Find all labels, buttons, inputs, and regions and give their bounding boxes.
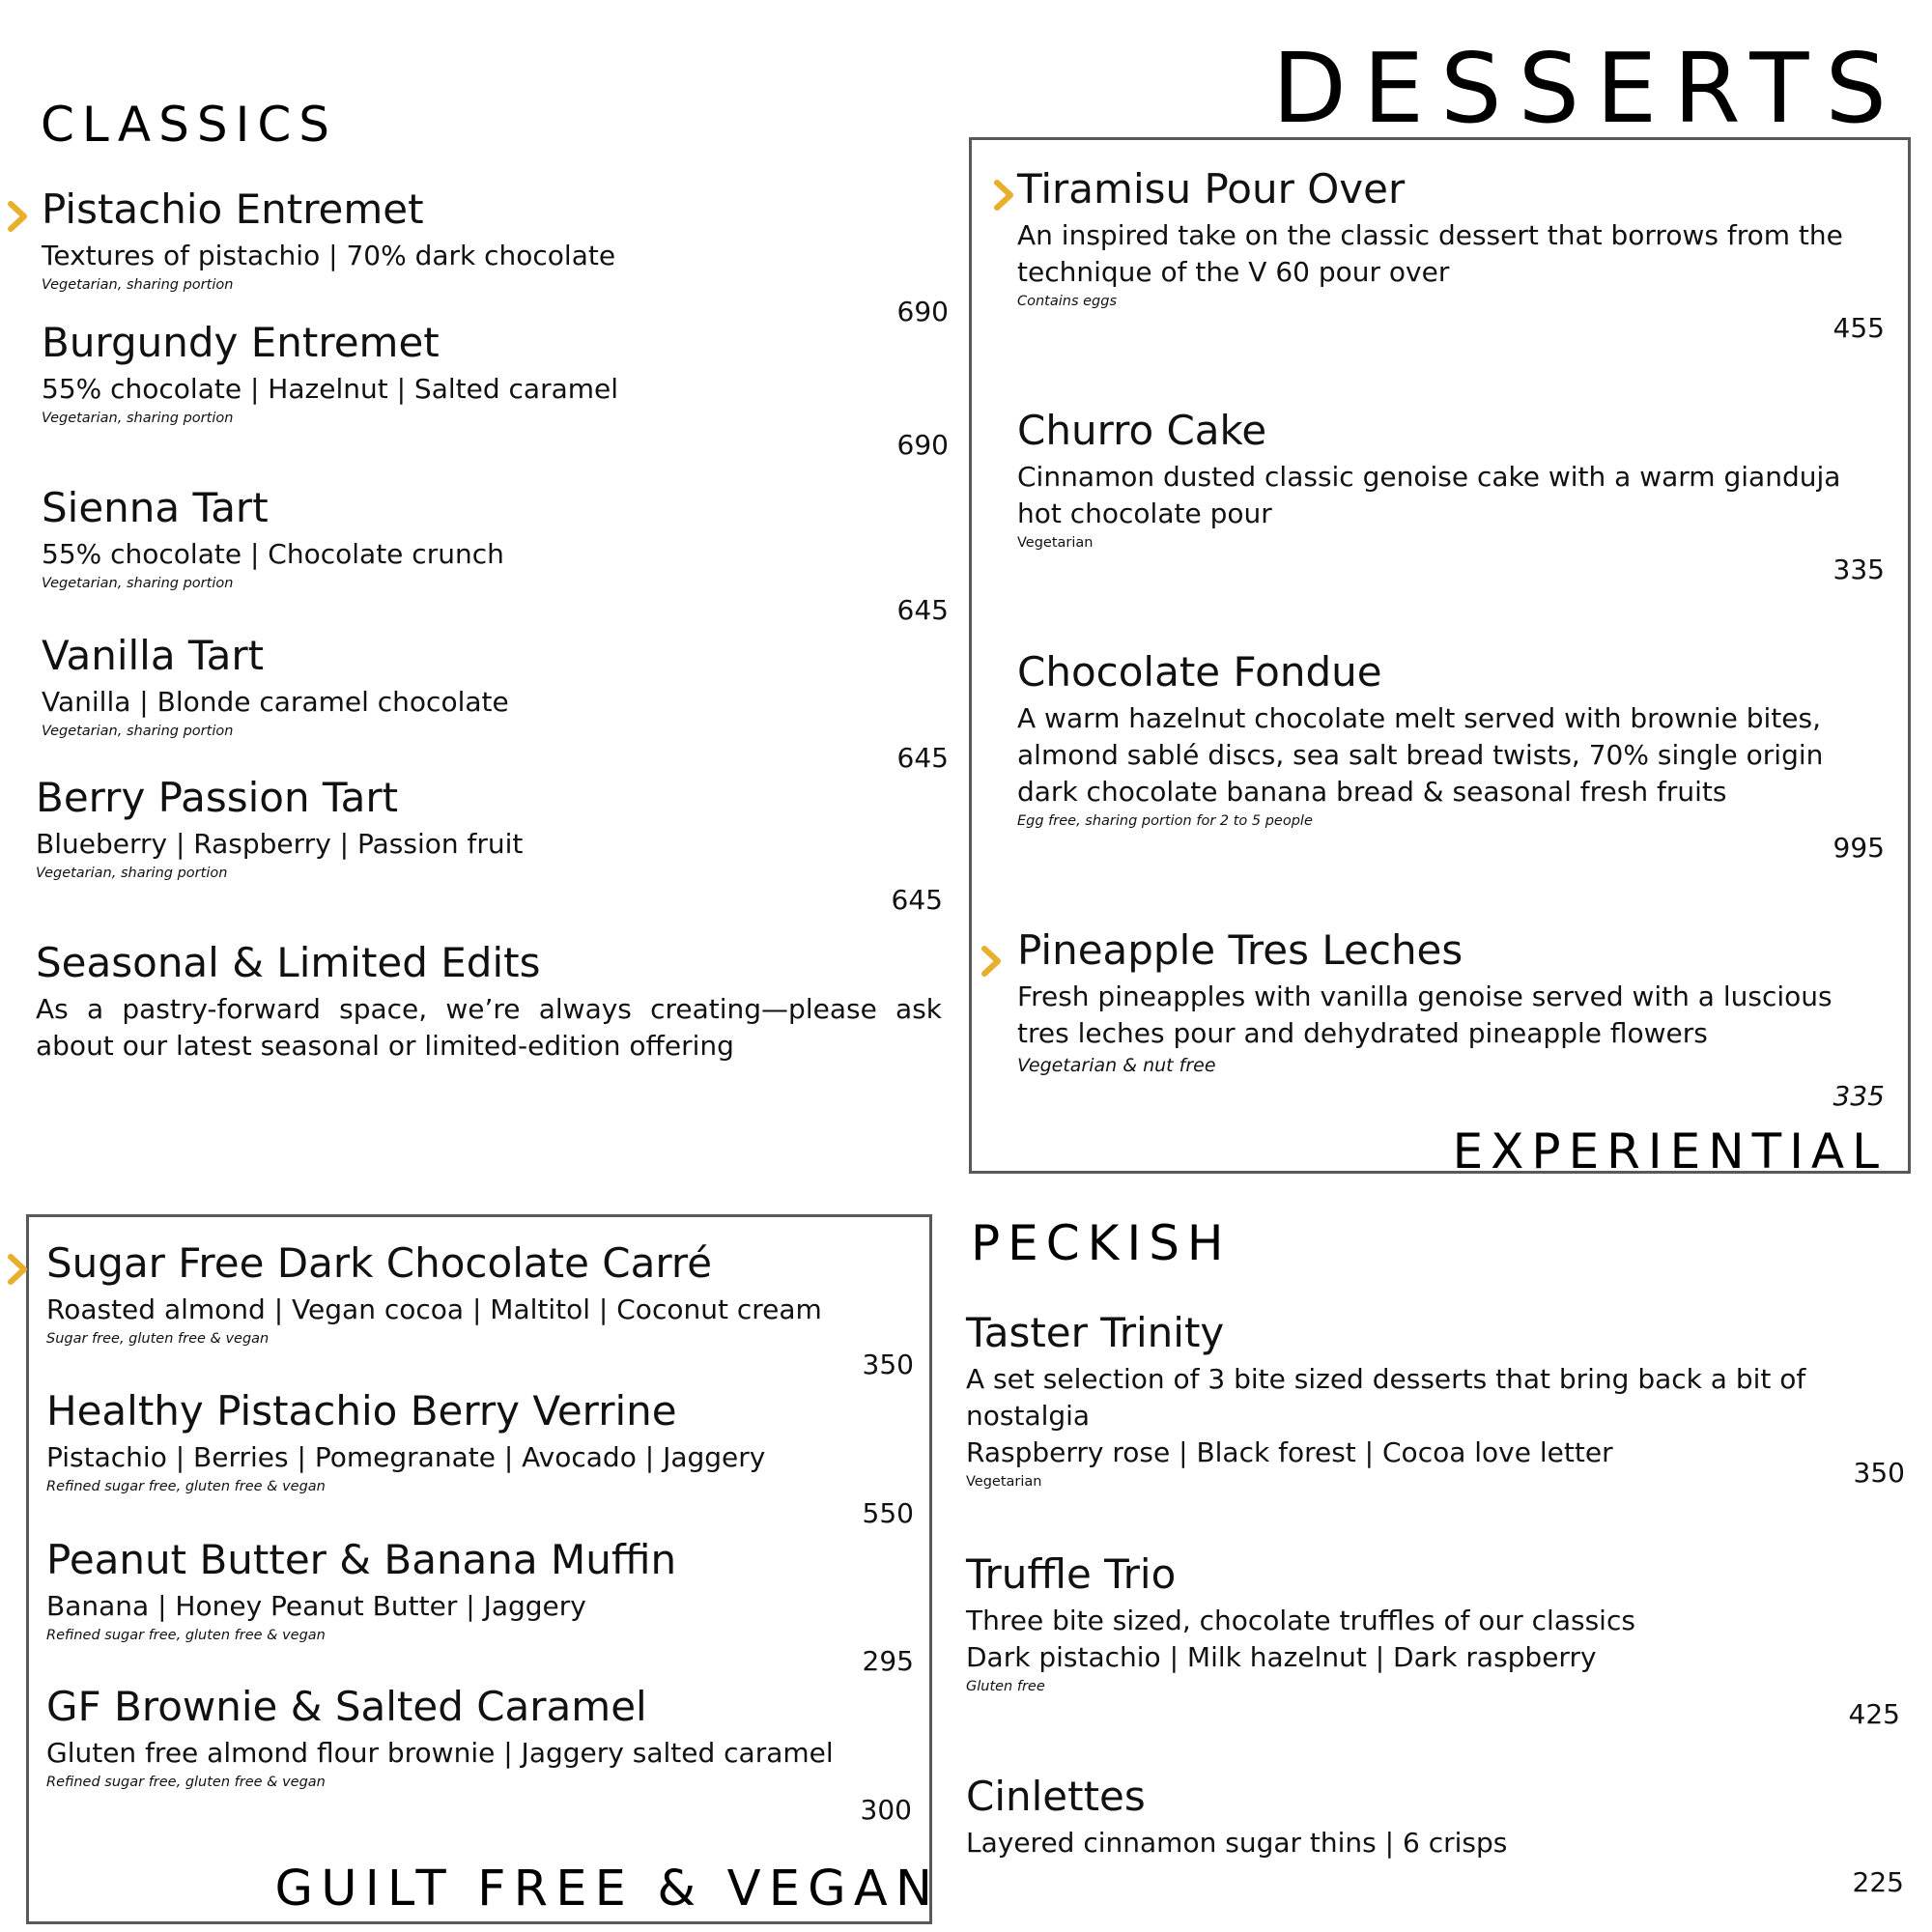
item-note: Sugar free, gluten free & vegan [46, 1331, 270, 1348]
menu-item [46, 1536, 676, 1645]
item-name: Cinlettes [966, 1773, 1146, 1820]
menu-item [46, 1683, 834, 1792]
item-name: Vanilla Tart [42, 632, 265, 679]
featured-chevron-icon [980, 945, 1005, 978]
item-note: Egg free, sharing portion for 2 to 5 people [1017, 813, 1313, 830]
section-heading-classics: CLASSICS [41, 97, 337, 153]
item-name: Berry Passion Tart [36, 774, 399, 821]
item-note: Vegetarian [966, 1474, 1042, 1491]
menu-item [42, 319, 618, 428]
item-price: 645 [891, 884, 943, 916]
item-name: Sugar Free Dark Chocolate Carré [46, 1239, 713, 1287]
item-note: Gluten free [966, 1679, 1045, 1695]
item-price: 645 [896, 594, 949, 626]
menu-item [42, 185, 615, 295]
menu-item [1017, 648, 1887, 831]
item-note: Refined sugar free, gluten free & vegan [46, 1628, 326, 1644]
item-description: 55% chocolate | Hazelnut | Salted caramel [42, 373, 619, 406]
item-note: Vegetarian, sharing portion [42, 724, 234, 740]
item-description: Fresh pineapples with vanilla genoise served with a luscious tres leches pour and dehydrated pineapple flowers [1017, 980, 1833, 1050]
item-note: Vegetarian, sharing portion [42, 411, 234, 427]
item-note: Vegetarian, sharing portion [36, 866, 228, 882]
item-price: 295 [862, 1645, 914, 1677]
featured-chevron-icon [6, 200, 31, 233]
item-price: 225 [1852, 1866, 1904, 1898]
item-note: Vegetarian & nut free [1017, 1055, 1216, 1077]
item-name: Churro Cake [1017, 407, 1267, 454]
item-name: Seasonal & Limited Edits [36, 939, 541, 986]
item-description: As a pastry-forward space, we’re always creating—please ask about our latest seasonal or limited-edition offering [36, 993, 942, 1063]
item-name: Sienna Tart [42, 484, 269, 531]
item-description: Three bite sized, chocolate truffles of our classics [966, 1605, 1635, 1637]
menu-item [36, 939, 942, 1065]
section-heading-peckish: PECKISH [971, 1215, 1232, 1271]
item-price: 350 [862, 1349, 914, 1380]
section-heading-experiential: EXPERIENTIAL [1452, 1123, 1887, 1179]
item-price: 550 [862, 1497, 914, 1529]
page-title: DESSERTS [1271, 32, 1903, 145]
menu-item [966, 1309, 1913, 1492]
menu-item [46, 1239, 822, 1349]
item-description: Layered cinnamon sugar thins | 6 crisps [966, 1827, 1508, 1860]
item-description: 55% chocolate | Chocolate crunch [42, 538, 504, 571]
item-name: Healthy Pistachio Berry Verrine [46, 1387, 677, 1435]
item-description: Roasted almond | Vegan cocoa | Maltitol | Coconut cream [46, 1293, 822, 1326]
item-price: 645 [896, 742, 949, 774]
menu-item [966, 1550, 1913, 1696]
item-description: An inspired take on the classic dessert that borrows from the technique of the V 60 pour over [1017, 219, 1843, 289]
menu-item [42, 632, 509, 741]
item-description: Pistachio | Berries | Pomegranate | Avocado | Jaggery [46, 1441, 766, 1474]
item-description: Gluten free almond flour brownie | Jaggery salted caramel [46, 1737, 834, 1770]
item-note: Vegetarian, sharing portion [42, 576, 234, 592]
item-description: Blueberry | Raspberry | Passion fruit [36, 828, 524, 861]
item-price: 300 [860, 1794, 912, 1826]
menu-item [1017, 407, 1887, 553]
menu-item [966, 1773, 1913, 1861]
menu-item [42, 484, 504, 593]
item-price: 350 [1853, 1457, 1905, 1489]
item-name: Chocolate Fondue [1017, 648, 1382, 696]
item-components: Raspberry rose | Black forest | Cocoa love letter [966, 1436, 1613, 1469]
menu-item [46, 1387, 765, 1496]
item-name: Taster Trinity [966, 1309, 1225, 1356]
item-price: 335 [1833, 554, 1885, 585]
item-note: Vegetarian [1017, 535, 1094, 552]
item-name: Tiramisu Pour Over [1017, 165, 1406, 213]
featured-chevron-icon [6, 1253, 31, 1286]
item-price: 455 [1833, 312, 1885, 344]
item-description: Cinnamon dusted classic genoise cake with a warm gianduja hot chocolate pour [1017, 461, 1841, 530]
item-name: Pineapple Tres Leches [1017, 926, 1463, 974]
featured-chevron-icon [992, 179, 1017, 212]
item-price: 995 [1833, 832, 1885, 864]
menu-item [1017, 165, 1887, 311]
item-price: 335 [1833, 1080, 1885, 1112]
menu-item [36, 774, 523, 883]
item-note: Vegetarian, sharing portion [42, 277, 234, 294]
item-name: Burgundy Entremet [42, 319, 440, 366]
item-components: Dark pistachio | Milk hazelnut | Dark raspberry [966, 1641, 1597, 1674]
section-heading-guilt-free: GUILT FREE & VEGAN [274, 1861, 941, 1918]
item-price: 690 [896, 296, 949, 327]
item-description: A warm hazelnut chocolate melt served with brownie bites, almond sablé discs, sea salt bread twists, 70% single origin dark chocolate banana bread & seasonal fresh fruits [1017, 702, 1824, 809]
item-name: GF Brownie & Salted Caramel [46, 1683, 647, 1730]
item-description: A set selection of 3 bite sized desserts that bring back a bit of nostalgia [966, 1363, 1806, 1433]
item-name: Truffle Trio [966, 1550, 1177, 1598]
item-description: Textures of pistachio | 70% dark chocolate [42, 240, 616, 272]
item-note: Refined sugar free, gluten free & vegan [46, 1479, 326, 1495]
item-note: Refined sugar free, gluten free & vegan [46, 1775, 326, 1791]
item-name: Peanut Butter & Banana Muffin [46, 1536, 677, 1583]
item-price: 425 [1848, 1698, 1900, 1730]
item-description: Vanilla | Blonde caramel chocolate [42, 686, 509, 719]
item-name: Pistachio Entremet [42, 185, 424, 233]
item-note: Contains eggs [1017, 294, 1118, 310]
menu-item [1017, 926, 1887, 1078]
item-price: 690 [896, 429, 949, 461]
item-description: Banana | Honey Peanut Butter | Jaggery [46, 1590, 586, 1623]
